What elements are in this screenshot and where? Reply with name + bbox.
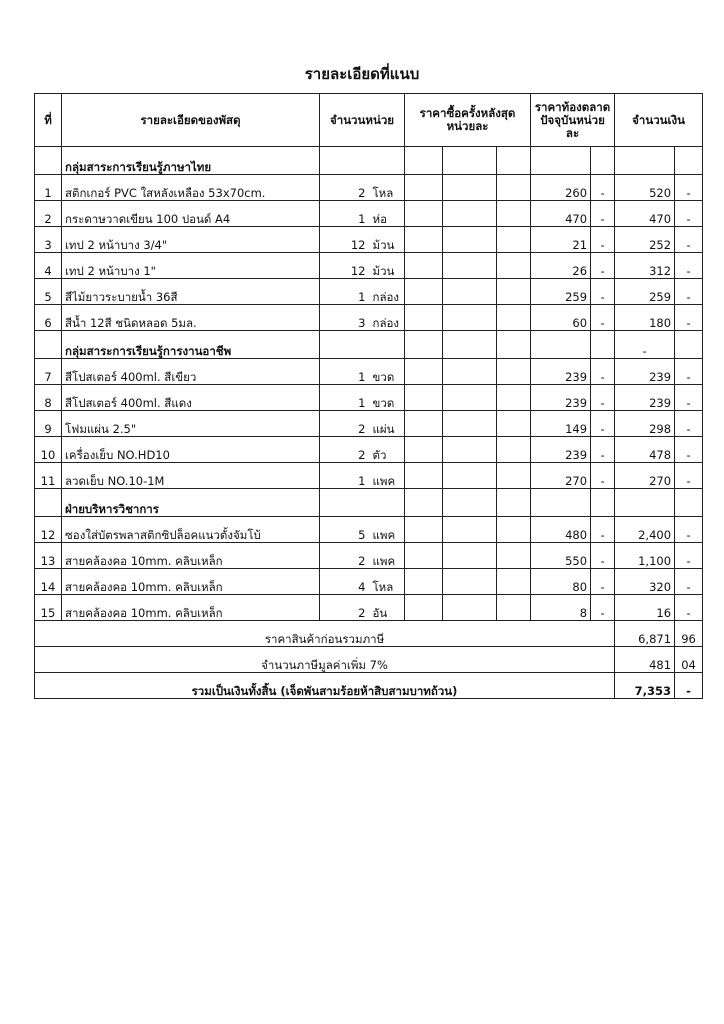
item-market-price: 21 [531, 227, 591, 253]
item-market-price-satang: - [591, 201, 615, 227]
header-amount: จำนวนเงิน [615, 94, 703, 147]
item-no: 12 [35, 517, 62, 543]
total-label: รวมเป็นเงินทั้งสิ้น (เจ็ดพันสามร้อยห้าสิบสามบาทถ้วน) [35, 673, 615, 699]
empty-cell [320, 331, 405, 359]
item-quantity: 1 [320, 385, 370, 411]
total-row [35, 621, 703, 647]
item-unit: แพค [370, 517, 405, 543]
last-price-cell [405, 463, 443, 489]
header-description: รายละเอียดของพัสดุ [62, 94, 320, 147]
item-market-price-satang: - [591, 411, 615, 437]
last-price-cell [497, 411, 531, 437]
item-amount: 298 [615, 411, 675, 437]
last-price-cell [443, 543, 497, 569]
last-price-cell [405, 595, 443, 621]
item-amount-satang: - [675, 595, 703, 621]
table-row [35, 305, 703, 331]
last-price-cell [497, 463, 531, 489]
item-no: 7 [35, 359, 62, 385]
table-row [35, 595, 703, 621]
last-price-cell [405, 411, 443, 437]
item-market-price: 239 [531, 437, 591, 463]
group-name: กลุ่มสาระการเรียนรู้การงานอาชีพ [62, 331, 320, 359]
item-amount: 239 [615, 359, 675, 385]
item-amount-satang: - [675, 201, 703, 227]
item-quantity: 2 [320, 543, 370, 569]
table-row [35, 385, 703, 411]
last-price-cell [443, 437, 497, 463]
item-description: เครื่องเย็บ NO.HD10 [62, 437, 320, 463]
item-amount-satang: - [675, 227, 703, 253]
table-row [35, 227, 703, 253]
empty-cell [405, 147, 443, 175]
last-price-cell [497, 543, 531, 569]
item-no: 4 [35, 253, 62, 279]
item-market-price-satang: - [591, 385, 615, 411]
item-unit: กล่อง [370, 305, 405, 331]
item-market-price: 260 [531, 175, 591, 201]
last-price-cell [443, 227, 497, 253]
item-no: 15 [35, 595, 62, 621]
empty-cell [531, 331, 591, 359]
item-amount: 252 [615, 227, 675, 253]
table-row [35, 359, 703, 385]
item-unit: แผ่น [370, 411, 405, 437]
last-price-cell [405, 359, 443, 385]
table-row [35, 437, 703, 463]
empty-cell [675, 147, 703, 175]
last-price-cell [405, 175, 443, 201]
empty-cell [405, 489, 443, 517]
item-amount: 180 [615, 305, 675, 331]
last-price-cell [443, 463, 497, 489]
last-price-cell [497, 595, 531, 621]
item-quantity: 2 [320, 595, 370, 621]
item-unit: โหล [370, 175, 405, 201]
empty-cell [531, 147, 591, 175]
group-row [35, 331, 703, 359]
item-quantity: 2 [320, 175, 370, 201]
table-row [35, 463, 703, 489]
item-amount-satang: - [675, 359, 703, 385]
item-market-price: 550 [531, 543, 591, 569]
total-row [35, 673, 703, 699]
item-market-price-satang: - [591, 595, 615, 621]
last-price-cell [497, 175, 531, 201]
empty-cell [675, 489, 703, 517]
item-market-price: 60 [531, 305, 591, 331]
item-unit: แพค [370, 543, 405, 569]
last-price-cell [497, 385, 531, 411]
table-header-row [35, 94, 703, 147]
empty-cell [405, 331, 443, 359]
last-price-cell [497, 201, 531, 227]
last-price-cell [405, 437, 443, 463]
empty-cell [531, 489, 591, 517]
item-description: เทป 2 หน้าบาง 3/4" [62, 227, 320, 253]
empty-cell [675, 331, 703, 359]
item-unit: อัน [370, 595, 405, 621]
item-amount: 259 [615, 279, 675, 305]
last-price-cell [443, 359, 497, 385]
last-price-cell [405, 517, 443, 543]
item-no: 5 [35, 279, 62, 305]
item-quantity: 1 [320, 359, 370, 385]
item-amount-satang: - [675, 437, 703, 463]
item-market-price-satang: - [591, 175, 615, 201]
last-price-cell [405, 227, 443, 253]
item-unit: ตัว [370, 437, 405, 463]
item-no: 13 [35, 543, 62, 569]
item-market-price-satang: - [591, 279, 615, 305]
page-title: รายละเอียดที่แนบ [304, 65, 420, 83]
item-market-price-satang: - [591, 305, 615, 331]
last-price-cell [405, 305, 443, 331]
item-amount-satang: - [675, 463, 703, 489]
header-last-price: ราคาซื้อครั้งหลังสุดหน่วยละ [405, 94, 531, 147]
item-no: 10 [35, 437, 62, 463]
total-label: ราคาสินค้าก่อนรวมภาษี [35, 621, 615, 647]
group-amount [615, 489, 675, 517]
item-amount-satang: - [675, 279, 703, 305]
item-market-price-satang: - [591, 543, 615, 569]
item-amount: 2,400 [615, 517, 675, 543]
item-market-price: 259 [531, 279, 591, 305]
table-row [35, 543, 703, 569]
last-price-cell [443, 569, 497, 595]
item-amount: 320 [615, 569, 675, 595]
total-satang: - [675, 673, 703, 699]
item-quantity: 12 [320, 227, 370, 253]
item-amount-satang: - [675, 305, 703, 331]
header-no: ที่ [35, 94, 62, 147]
empty-cell [497, 489, 531, 517]
item-description: สายคล้องคอ 10mm. คลิบเหล็ก [62, 595, 320, 621]
item-market-price-satang: - [591, 437, 615, 463]
item-no: 9 [35, 411, 62, 437]
item-amount-satang: - [675, 517, 703, 543]
item-quantity: 4 [320, 569, 370, 595]
item-market-price-satang: - [591, 359, 615, 385]
item-market-price: 80 [531, 569, 591, 595]
last-price-cell [405, 385, 443, 411]
item-description: สีโปสเตอร์ 400ml. สีเขียว [62, 359, 320, 385]
last-price-cell [443, 279, 497, 305]
item-unit: โหล [370, 569, 405, 595]
last-price-cell [497, 227, 531, 253]
total-amount: 7,353 [615, 673, 675, 699]
item-description: เทป 2 หน้าบาง 1" [62, 253, 320, 279]
item-amount-satang: - [675, 411, 703, 437]
item-no: 6 [35, 305, 62, 331]
item-unit: แพค [370, 463, 405, 489]
table-row [35, 569, 703, 595]
item-description: สายคล้องคอ 10mm. คลิบเหล็ก [62, 569, 320, 595]
empty-cell [591, 147, 615, 175]
table-row [35, 175, 703, 201]
item-no: 2 [35, 201, 62, 227]
item-market-price: 149 [531, 411, 591, 437]
last-price-cell [443, 411, 497, 437]
empty-cell [320, 489, 405, 517]
last-price-cell [443, 517, 497, 543]
item-market-price: 239 [531, 385, 591, 411]
item-description: สติกเกอร์ PVC ใสหลังเหลือง 53x70cm. [62, 175, 320, 201]
last-price-cell [405, 543, 443, 569]
total-row [35, 647, 703, 673]
last-price-cell [497, 359, 531, 385]
item-description: สีโปสเตอร์ 400ml. สีแดง [62, 385, 320, 411]
last-price-cell [497, 253, 531, 279]
item-market-price-satang: - [591, 517, 615, 543]
item-description: สีไม้ยาวระบายน้ำ 36สี [62, 279, 320, 305]
item-no: 3 [35, 227, 62, 253]
item-unit: ห่อ [370, 201, 405, 227]
item-market-price: 8 [531, 595, 591, 621]
item-unit: ม้วน [370, 253, 405, 279]
group-name: ฝ่ายบริหารวิชาการ [62, 489, 320, 517]
empty-cell [591, 489, 615, 517]
header-market-price: ราคาท้องตลาดปัจจุบันหน่วยละ [531, 94, 615, 147]
item-market-price: 239 [531, 359, 591, 385]
items-table [34, 93, 703, 699]
empty-cell [443, 489, 497, 517]
last-price-cell [443, 201, 497, 227]
group-name: กลุ่มสาระการเรียนรู้ภาษาไทย [62, 147, 320, 175]
empty-cell [497, 147, 531, 175]
item-amount: 270 [615, 463, 675, 489]
table-row [35, 279, 703, 305]
item-quantity: 12 [320, 253, 370, 279]
item-market-price: 270 [531, 463, 591, 489]
item-market-price-satang: - [591, 463, 615, 489]
item-market-price: 26 [531, 253, 591, 279]
item-no: 1 [35, 175, 62, 201]
group-no-cell [35, 331, 62, 359]
total-label: จำนวนภาษีมูลค่าเพิ่ม 7% [35, 647, 615, 673]
last-price-cell [497, 437, 531, 463]
item-description: โฟมแผ่น 2.5" [62, 411, 320, 437]
table-row [35, 253, 703, 279]
group-amount: - [615, 331, 675, 359]
item-market-price-satang: - [591, 227, 615, 253]
empty-cell [443, 331, 497, 359]
group-row [35, 147, 703, 175]
item-quantity: 1 [320, 463, 370, 489]
item-quantity: 3 [320, 305, 370, 331]
table-row [35, 201, 703, 227]
item-no: 14 [35, 569, 62, 595]
last-price-cell [405, 253, 443, 279]
table-row [35, 517, 703, 543]
item-amount: 470 [615, 201, 675, 227]
item-description: กระดาษวาดเขียน 100 ปอนด์ A4 [62, 201, 320, 227]
item-market-price-satang: - [591, 569, 615, 595]
last-price-cell [497, 305, 531, 331]
item-unit: ขวด [370, 359, 405, 385]
last-price-cell [443, 305, 497, 331]
item-unit: ขวด [370, 385, 405, 411]
item-quantity: 5 [320, 517, 370, 543]
item-description: สายคล้องคอ 10mm. คลิบเหล็ก [62, 543, 320, 569]
last-price-cell [405, 279, 443, 305]
empty-cell [497, 331, 531, 359]
item-amount-satang: - [675, 175, 703, 201]
item-amount: 239 [615, 385, 675, 411]
last-price-cell [497, 279, 531, 305]
item-amount: 478 [615, 437, 675, 463]
empty-cell [443, 147, 497, 175]
empty-cell [591, 331, 615, 359]
table-row [35, 411, 703, 437]
item-unit: กล่อง [370, 279, 405, 305]
header-quantity-unit: จำนวนหน่วย [320, 94, 405, 147]
item-market-price: 480 [531, 517, 591, 543]
item-amount: 1,100 [615, 543, 675, 569]
group-amount [615, 147, 675, 175]
items-table-body [35, 94, 703, 699]
item-quantity: 1 [320, 201, 370, 227]
group-row [35, 489, 703, 517]
item-amount-satang: - [675, 253, 703, 279]
item-amount-satang: - [675, 569, 703, 595]
item-amount-satang: - [675, 543, 703, 569]
total-satang: 96 [675, 621, 703, 647]
group-no-cell [35, 147, 62, 175]
last-price-cell [443, 175, 497, 201]
item-amount: 312 [615, 253, 675, 279]
last-price-cell [497, 517, 531, 543]
item-quantity: 2 [320, 437, 370, 463]
last-price-cell [443, 253, 497, 279]
item-quantity: 1 [320, 279, 370, 305]
item-unit: ม้วน [370, 227, 405, 253]
item-no: 11 [35, 463, 62, 489]
empty-cell [320, 147, 405, 175]
total-satang: 04 [675, 647, 703, 673]
last-price-cell [497, 569, 531, 595]
group-no-cell [35, 489, 62, 517]
item-no: 8 [35, 385, 62, 411]
item-market-price: 470 [531, 201, 591, 227]
item-description: สีน้ำ 12สี ชนิดหลอด 5มล. [62, 305, 320, 331]
item-description: ซองใส่บัตรพลาสติกซิปล็อคแนวตั้งจัมโบ้ [62, 517, 320, 543]
last-price-cell [443, 385, 497, 411]
total-amount: 6,871 [615, 621, 675, 647]
total-amount: 481 [615, 647, 675, 673]
item-amount: 16 [615, 595, 675, 621]
item-quantity: 2 [320, 411, 370, 437]
last-price-cell [443, 595, 497, 621]
item-description: ลวดเย็บ NO.10-1M [62, 463, 320, 489]
last-price-cell [405, 569, 443, 595]
item-amount: 520 [615, 175, 675, 201]
item-amount-satang: - [675, 385, 703, 411]
last-price-cell [405, 201, 443, 227]
item-market-price-satang: - [591, 253, 615, 279]
